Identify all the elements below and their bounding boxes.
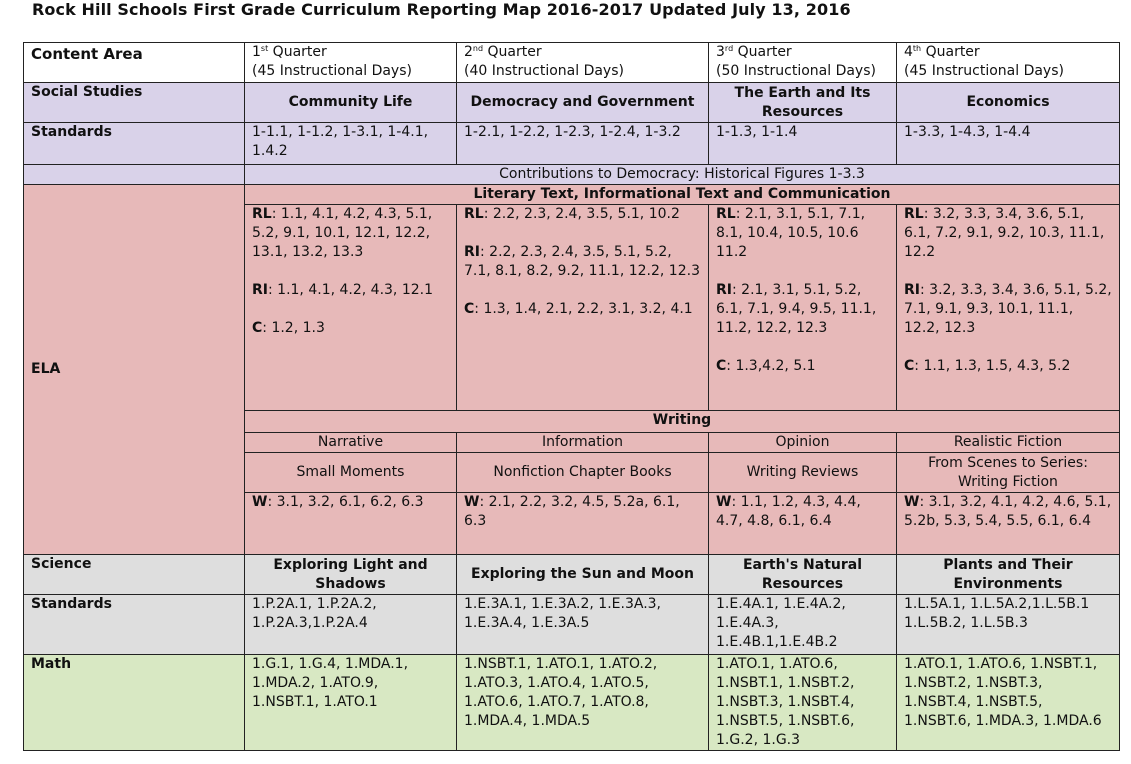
ss-contributions-row xyxy=(24,165,1120,185)
sci-standards-q2: 1.E.3A.1, 1.E.3A.2, 1.E.3A.3, 1.E.3A.4, 1.E.3A.5 xyxy=(457,595,709,655)
c-key: C xyxy=(716,358,727,374)
w-key: W xyxy=(464,494,480,510)
ela-w-q4 xyxy=(897,493,1120,555)
ela-literary-heading: Literary Text, Informational Text and Communication xyxy=(245,185,1120,205)
sci-unit-q3: Earth's Natural Resources xyxy=(709,555,897,595)
c-block xyxy=(252,319,449,338)
quarter-sup: nd xyxy=(472,44,484,53)
quarter-days: (45 Instructional Days) xyxy=(252,63,412,79)
c-values: : 1.2, 1.3 xyxy=(262,320,325,336)
ri-key: RI xyxy=(252,282,268,298)
rl-key: RL xyxy=(904,206,924,222)
quarter-4-header xyxy=(897,43,1120,83)
ela-w-q2 xyxy=(457,493,709,555)
social-studies-row xyxy=(24,83,1120,123)
ri-block xyxy=(716,281,889,338)
ela-genre-q3: Opinion xyxy=(709,433,897,453)
c-block xyxy=(904,357,1112,376)
w-key: W xyxy=(252,494,268,510)
social-studies-label: Social Studies xyxy=(24,83,245,123)
rl-values: : 2.1, 3.1, 5.1, 7.1, 8.1, 10.4, 10.5, 10.6 11.2 xyxy=(716,206,866,260)
w-values: : 1.1, 1.2, 4.3, 4.4, 4.7, 4.8, 6.1, 6.4 xyxy=(716,494,861,529)
c-key: C xyxy=(464,301,475,317)
math-standards-q1: 1.G.1, 1.G.4, 1.MDA.1, 1.MDA.2, 1.ATO.9, 1.NSBT.1, 1.ATO.1 xyxy=(245,655,457,751)
rl-values: : 1.1, 4.1, 4.2, 4.3, 5.1, 5.2, 9.1, 10.1, 12.1, 12.2, 13.1, 13.2, 13.3 xyxy=(252,206,433,260)
ri-key: RI xyxy=(716,282,732,298)
ela-writing-heading: Writing xyxy=(245,411,1120,433)
science-standards-row xyxy=(24,595,1120,655)
c-key: C xyxy=(904,358,915,374)
ela-w-q1 xyxy=(245,493,457,555)
ela-writing-unit-q2: Nonfiction Chapter Books xyxy=(457,453,709,493)
c-values: : 1.1, 1.3, 1.5, 4.3, 5.2 xyxy=(914,358,1071,374)
quarter-3-header xyxy=(709,43,897,83)
ela-genre-q1: Narrative xyxy=(245,433,457,453)
ela-writing-unit-q1: Small Moments xyxy=(245,453,457,493)
rl-key: RL xyxy=(252,206,272,222)
science-label: Science xyxy=(24,555,245,595)
ela-label: ELA xyxy=(24,185,245,555)
ri-values: : 1.1, 4.1, 4.2, 4.3, 12.1 xyxy=(268,282,433,298)
math-standards-q4: 1.ATO.1, 1.ATO.6, 1.NSBT.1, 1.NSBT.2, 1.NSBT.3, 1.NSBT.4, 1.NSBT.5, 1.NSBT.6, 1.MDA.3, 1.MDA.6 xyxy=(897,655,1120,751)
w-key: W xyxy=(716,494,732,510)
w-values: : 2.1, 2.2, 3.2, 4.5, 5.2a, 6.1, 6.3 xyxy=(464,494,680,529)
ela-literary-heading-row xyxy=(24,185,1120,205)
ela-writing-unit-q3: Writing Reviews xyxy=(709,453,897,493)
quarter-days: (40 Instructional Days) xyxy=(464,63,624,79)
sci-standards-q4: 1.L.5A.1, 1.L.5A.2,1.L.5B.1 1.L.5B.2, 1.L.5B.3 xyxy=(897,595,1120,655)
ri-values: : 2.1, 3.1, 5.1, 5.2, 6.1, 7.1, 9.4, 9.5, 11.1, 11.2, 12.2, 12.3 xyxy=(716,282,877,336)
ela-reading-q1 xyxy=(245,205,457,411)
quarter-label: Quarter xyxy=(733,44,792,60)
ss-standards-row xyxy=(24,123,1120,165)
c-values: : 1.3, 1.4, 2.1, 2.2, 3.1, 3.2, 4.1 xyxy=(474,301,693,317)
curriculum-table xyxy=(23,42,1120,751)
ss-contributions-blank xyxy=(24,165,245,185)
quarter-1-header xyxy=(245,43,457,83)
document-title: Rock Hill Schools First Grade Curriculum Reporting Map 2016-2017 Updated July 13, 2016 xyxy=(32,0,851,19)
rl-block xyxy=(904,205,1112,262)
quarter-sup: st xyxy=(260,44,269,53)
ss-standards-q2: 1-2.1, 1-2.2, 1-2.3, 1-2.4, 1-3.2 xyxy=(457,123,709,165)
rl-key: RL xyxy=(464,206,484,222)
ss-contributions: Contributions to Democracy: Historical Figures 1-3.3 xyxy=(245,165,1120,185)
ela-w-q3 xyxy=(709,493,897,555)
science-row xyxy=(24,555,1120,595)
quarter-days: (50 Instructional Days) xyxy=(716,63,876,79)
ss-standards-q1: 1-1.1, 1-1.2, 1-3.1, 1-4.1, 1.4.2 xyxy=(245,123,457,165)
quarter-num: 1 xyxy=(252,44,261,60)
ri-block xyxy=(464,243,701,281)
w-key: W xyxy=(904,494,920,510)
quarter-sup: rd xyxy=(724,44,734,53)
ela-reading-q3 xyxy=(709,205,897,411)
quarter-days: (45 Instructional Days) xyxy=(904,63,1064,79)
ri-key: RI xyxy=(904,282,920,298)
quarter-num: 3 xyxy=(716,44,725,60)
ss-unit-q3: The Earth and Its Resources xyxy=(709,83,897,123)
ss-standards-q3: 1-1.3, 1-1.4 xyxy=(709,123,897,165)
ri-block xyxy=(904,281,1112,338)
c-block xyxy=(464,300,701,319)
rl-block xyxy=(716,205,889,262)
header-row xyxy=(24,43,1120,83)
math-row xyxy=(24,655,1120,751)
ela-writing-unit-q4: From Scenes to Series: Writing Fiction xyxy=(897,453,1120,493)
ss-standards-label: Standards xyxy=(24,123,245,165)
content-area-header: Content Area xyxy=(24,43,245,83)
rl-key: RL xyxy=(716,206,736,222)
science-standards-label: Standards xyxy=(24,595,245,655)
rl-block xyxy=(464,205,701,224)
ri-key: RI xyxy=(464,244,480,260)
sci-standards-q1: 1.P.2A.1, 1.P.2A.2, 1.P.2A.3,1.P.2A.4 xyxy=(245,595,457,655)
ela-genre-q4: Realistic Fiction xyxy=(897,433,1120,453)
quarter-label: Quarter xyxy=(921,44,980,60)
quarter-2-header xyxy=(457,43,709,83)
sci-standards-q3: 1.E.4A.1, 1.E.4A.2, 1.E.4A.3, 1.E.4B.1,1.E.4B.2 xyxy=(709,595,897,655)
sci-unit-q4: Plants and Their Environments xyxy=(897,555,1120,595)
ss-unit-q4: Economics xyxy=(897,83,1120,123)
rl-values: : 2.2, 2.3, 2.4, 3.5, 5.1, 10.2 xyxy=(483,206,680,222)
ela-reading-q4 xyxy=(897,205,1120,411)
ri-values: : 3.2, 3.3, 3.4, 3.6, 5.1, 5.2, 7.1, 9.1, 9.3, 10.1, 11.1, 12.2, 12.3 xyxy=(904,282,1112,336)
ri-values: : 2.2, 2.3, 2.4, 3.5, 5.1, 5.2, 7.1, 8.1, 8.2, 9.2, 11.1, 12.2, 12.3 xyxy=(464,244,700,279)
rl-block xyxy=(252,205,449,262)
ela-reading-q2 xyxy=(457,205,709,411)
quarter-num: 2 xyxy=(464,44,473,60)
math-label: Math xyxy=(24,655,245,751)
quarter-num: 4 xyxy=(904,44,913,60)
quarter-label: Quarter xyxy=(268,44,327,60)
w-values: : 3.1, 3.2, 6.1, 6.2, 6.3 xyxy=(267,494,424,510)
quarter-sup: th xyxy=(912,44,922,53)
c-block xyxy=(716,357,889,376)
quarter-label: Quarter xyxy=(483,44,542,60)
math-standards-q2: 1.NSBT.1, 1.ATO.1, 1.ATO.2, 1.ATO.3, 1.ATO.4, 1.ATO.5, 1.ATO.6, 1.ATO.7, 1.ATO.8, 1.MDA.4, 1.MDA.5 xyxy=(457,655,709,751)
ss-unit-q2: Democracy and Government xyxy=(457,83,709,123)
ss-standards-q4: 1-3.3, 1-4.3, 1-4.4 xyxy=(897,123,1120,165)
ss-unit-q1: Community Life xyxy=(245,83,457,123)
w-values: : 3.1, 3.2, 4.1, 4.2, 4.6, 5.1, 5.2b, 5.3, 5.4, 5.5, 6.1, 6.4 xyxy=(904,494,1112,529)
math-standards-q3: 1.ATO.1, 1.ATO.6, 1.NSBT.1, 1.NSBT.2, 1.NSBT.3, 1.NSBT.4, 1.NSBT.5, 1.NSBT.6, 1.G.2, 1.G.3 xyxy=(709,655,897,751)
ri-block xyxy=(252,281,449,300)
c-values: : 1.3,4.2, 5.1 xyxy=(726,358,816,374)
sci-unit-q1: Exploring Light and Shadows xyxy=(245,555,457,595)
ela-genre-q2: Information xyxy=(457,433,709,453)
sci-unit-q2: Exploring the Sun and Moon xyxy=(457,555,709,595)
c-key: C xyxy=(252,320,263,336)
rl-values: : 3.2, 3.3, 3.4, 3.6, 5.1, 6.1, 7.2, 9.1, 9.2, 10.3, 11.1, 12.2 xyxy=(904,206,1105,260)
